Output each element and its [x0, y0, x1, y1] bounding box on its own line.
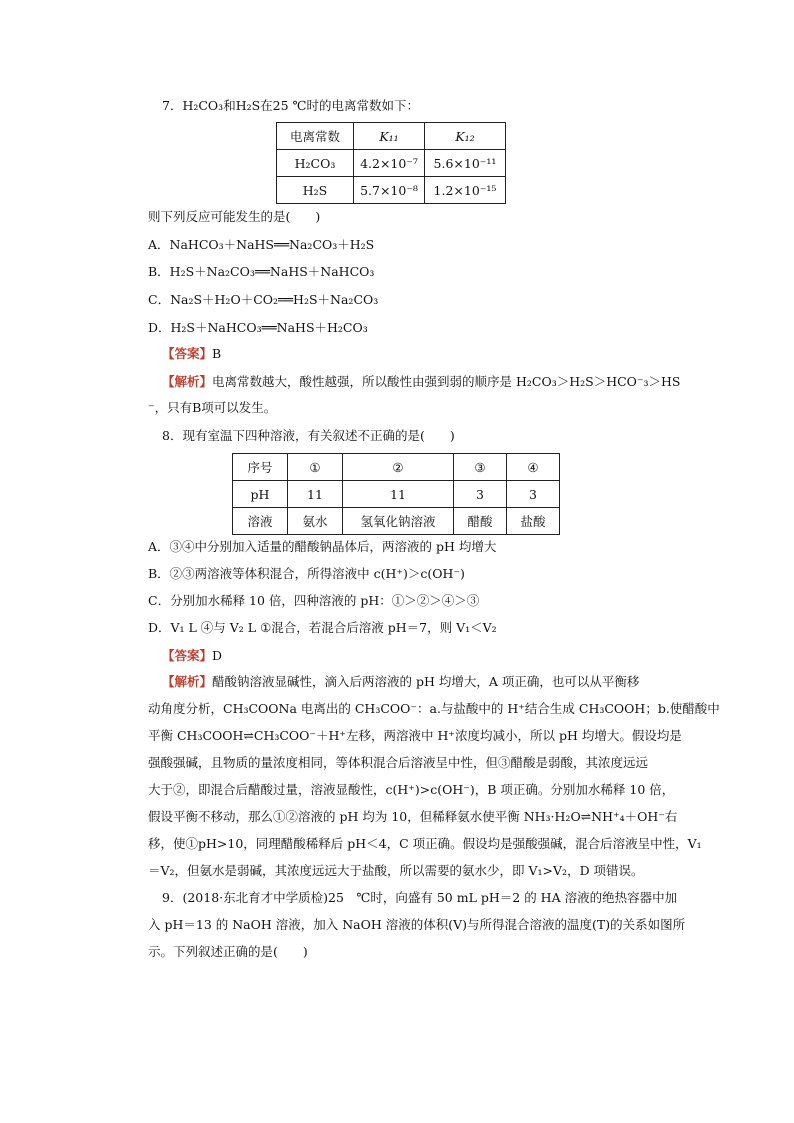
table-cell: 1.2×10⁻¹⁵ [425, 177, 506, 204]
table-cell: 4.2×10⁻⁷ [354, 150, 425, 177]
table-cell: ③ [454, 454, 507, 481]
q7-option-d: D．H₂S＋NaHCO₃══NaHS＋H₂CO₃ [148, 320, 368, 335]
table-cell: 序号 [233, 454, 288, 481]
q7-option-b: B．H₂S＋Na₂CO₃══NaHS＋NaHCO₃ [148, 264, 375, 279]
table-row [233, 508, 560, 535]
q7-ionization-table [276, 122, 506, 204]
table-row [277, 177, 506, 204]
table-cell: K₁₁ [354, 123, 425, 150]
table-cell: 3 [507, 481, 560, 508]
q8-option-c: C．分别加水稀释 10 倍，四种溶液的 pH：①＞②＞④＞③ [148, 593, 480, 608]
q9-stem-line3: 示。下列叙述正确的是( ) [148, 944, 308, 959]
table-row [277, 150, 506, 177]
q8-option-a: A．③④中分别加入适量的醋酸钠晶体后，两溶液的 pH 均增大 [148, 539, 497, 554]
q7-question: 则下列反应可能发生的是( ) [148, 209, 321, 224]
table-cell: 3 [454, 481, 507, 508]
table-row [277, 123, 506, 150]
answer-value: B [212, 346, 222, 361]
table-cell: H₂CO₃ [277, 150, 354, 177]
table-cell: 醋酸 [454, 508, 507, 535]
analysis-tag: 【解析】 [162, 374, 213, 389]
table-cell: ② [343, 454, 454, 481]
q8-analysis-line8: ＝V₂，但氨水是弱碱，其浓度远远大于盐酸，所以需要的氨水少，即 V₁>V₂，D 项错误。 [148, 863, 644, 878]
q8-solutions-table [232, 453, 560, 535]
q8-analysis-line2: 动角度分析，CH₃COONa 电离出的 CH₃COO⁻：a.与盐酸中的 H⁺结合生成 CH₃COOH；b.使醋酸中 [148, 701, 720, 716]
analysis-text: 醋酸钠溶液显碱性，滴入后两溶液的 pH 均增大，A 项正确，也可以从平衡移 [212, 674, 640, 689]
table-cell: 5.7×10⁻⁸ [354, 177, 425, 204]
q8-analysis-line7: 移，使①pH>10，同理醋酸稀释后 pH＜4，C 项正确。假设均是强酸强碱，混合后溶液呈中性，V₁ [148, 836, 702, 851]
q7-analysis-line2: ⁻，只有B项可以发生。 [148, 400, 277, 415]
table-row [233, 454, 560, 481]
table-cell: pH [233, 481, 288, 508]
q8-analysis-line5: 大于②，即混合后醋酸过量，溶液显酸性，c(H⁺)>c(OH⁻)，B 项正确。分别加水稀释 10 倍， [148, 782, 675, 797]
q7-answer [162, 346, 221, 362]
q9-stem-line2: 入 pH＝13 的 NaOH 溶液，加入 NaOH 溶液的体积(V)与所得混合溶液的温度(T)的关系如图所 [148, 917, 686, 932]
table-cell: 电离常数 [277, 123, 354, 150]
table-cell: 盐酸 [507, 508, 560, 535]
table-cell: ① [288, 454, 343, 481]
q8-analysis-line1 [162, 674, 639, 690]
q7-stem: 7．H₂CO₃和H₂S在25 ℃时的电离常数如下： [162, 98, 420, 113]
table-cell: K₁₂ [425, 123, 506, 150]
table-cell: 氨水 [288, 508, 343, 535]
table-cell: 5.6×10⁻¹¹ [425, 150, 506, 177]
table-cell: 11 [343, 481, 454, 508]
q8-analysis-line4: 强酸强碱，且物质的量浓度相同，等体积混合后溶液呈中性，但③醋酸是弱酸，其浓度远远 [148, 755, 649, 770]
q8-answer [162, 648, 222, 664]
q9-stem-line1: 9．(2018·东北育才中学质检)25 ℃时，向盛有 50 mL pH＝2 的 HA 溶液的绝热容器中加 [162, 890, 678, 905]
table-cell: 11 [288, 481, 343, 508]
q7-option-a: A．NaHCO₃＋NaHS══Na₂CO₃＋H₂S [148, 237, 375, 252]
q8-option-b: B．②③两溶液等体积混合，所得溶液中 c(H⁺)＞c(OH⁻) [148, 566, 465, 581]
table-cell: 溶液 [233, 508, 288, 535]
analysis-text: 电离常数越大，酸性越强，所以酸性由强到弱的顺序是 H₂CO₃＞H₂S＞HCO⁻₃＞HS [212, 374, 681, 389]
table-cell: H₂S [277, 177, 354, 204]
q7-analysis-line1 [162, 374, 681, 390]
q7-option-c: C．Na₂S＋H₂O＋CO₂══H₂S＋Na₂CO₃ [148, 292, 379, 307]
answer-tag: 【答案】 [162, 648, 213, 663]
q8-option-d: D．V₁ L ④与 V₂ L ①混合，若混合后溶液 pH＝7，则 V₁＜V₂ [148, 620, 497, 635]
table-row [233, 481, 560, 508]
answer-value: D [212, 648, 223, 663]
table-cell: 氢氧化钠溶液 [343, 508, 454, 535]
table-cell: ④ [507, 454, 560, 481]
answer-tag: 【答案】 [162, 346, 213, 361]
q8-stem: 8．现有室温下四种溶液，有关叙述不正确的是( ) [162, 428, 455, 443]
q8-analysis-line6: 假设平衡不移动，那么①②溶液的 pH 均为 10，但稀释氨水使平衡 NH₃·H₂O⇌NH⁺₄＋OH⁻右 [148, 809, 678, 824]
q8-analysis-line3: 平衡 CH₃COOH⇌CH₃COO⁻＋H⁺左移，两溶液中 H⁺浓度均减小，所以 pH 均增大。假设均是 [148, 728, 682, 743]
analysis-tag: 【解析】 [162, 674, 213, 689]
